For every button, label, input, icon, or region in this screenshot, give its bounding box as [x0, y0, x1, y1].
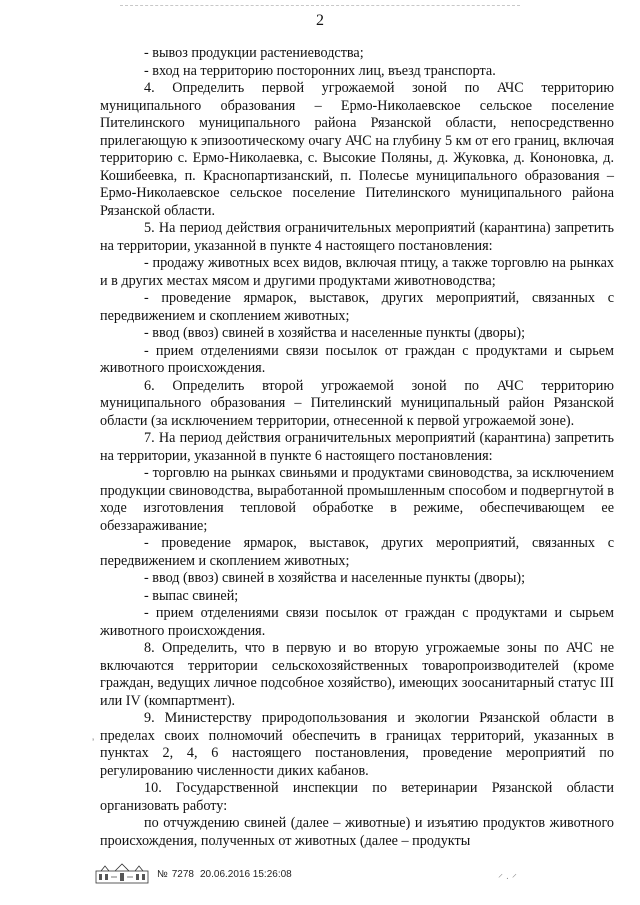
paragraph: 7. На период действия ограничительных мероприятий (карантина) запретить на территории, указанной в пункте 6 настоящего постановления:	[100, 430, 614, 464]
document-footer	[95, 862, 292, 886]
paragraph: - выпас свиней;	[144, 587, 239, 604]
paragraph: - прием отделениями связи посылок от граждан с продуктами и сырьем животного происхождения.	[100, 605, 614, 639]
paragraph: - проведение ярмарок, выставок, других мероприятий, связанных с передвижением и скоплением животных;	[100, 290, 614, 324]
paragraph: 8. Определить, что в первую и во вторую угрожаемые зоны по АЧС не включаются территории сельскохозяйственных товаропроизводителей (кроме граждан, ведущих личное подсобное хозяйство), имеющих зоосанитарный статус III или IV (компартмент).	[100, 640, 614, 709]
paragraph: - проведение ярмарок, выставок, других мероприятий, связанных с передвижением и скоплением животных;	[100, 535, 614, 569]
paragraph: 4. Определить первой угрожаемой зоной по АЧС территорию муниципального образования – Ермо-Николаевское сельское поселение Пителинского муниципального района Рязанской области, непосредственно прилегающую к эпизоотическому очагу АЧС на глубину 5 км от его границ, включая территорию с. Ермо-Николаевка, с. Высокие Поляны, д. Жуковка, д. Кононовка, д. Кошибеевка, п. Краснопартизанский, п. Полесье муниципального образования – Ермо-Николаевское сельское поселение Пителинского муниципального района Рязанской области.	[100, 80, 614, 219]
paragraph: - ввод (ввоз) свиней в хозяйства и населенные пункты (дворы);	[144, 325, 526, 341]
document-number: 7278	[171, 868, 194, 880]
paragraph: 6. Определить второй угрожаемой зоной по АЧС территорию муниципального образования – Пителинский муниципальный район Рязанской области (за исключением территории, отнесенной к первой угрожаемой зоне).	[100, 377, 614, 429]
scan-mark: ⸍ · ⸍	[498, 873, 517, 884]
registry-stamp-icon	[95, 863, 149, 885]
paragraph: 10. Государственной инспекции по ветеринарии Рязанской области организовать работу:	[100, 780, 614, 814]
paragraph: - ввод (ввоз) свиней в хозяйства и населенные пункты (дворы);	[144, 570, 526, 586]
top-scan-edge	[120, 5, 520, 6]
document-datetime: 20.06.2016 15:26:08	[199, 868, 292, 880]
paragraph: 5. На период действия ограничительных мероприятий (карантина) запретить на территории, указанной в пункте 4 настоящего постановления:	[100, 220, 614, 254]
paragraph: - торговлю на рынках свиньями и продуктами свиноводства, за исключением продукции свиноводства, выработанной промышленным способом и подвергнутой в ходе изготовления тепловой обработке в режиме, обеспечивающем ее обеззараживание;	[100, 465, 614, 534]
page-number: 2	[316, 12, 324, 29]
paragraph: по отчуждению свиней (далее – животные) и изъятию продуктов животного происхождения, полученных от животных (далее – продукты	[100, 815, 614, 849]
document-number-sign: №	[157, 868, 168, 880]
paragraph: - продажу животных всех видов, включая птицу, а также торговлю на рынках и в других местах мясом и другими продуктами животноводства;	[100, 255, 614, 289]
paragraph: - вывоз продукции растениеводства;	[144, 45, 364, 61]
paragraph: - вход на территорию посторонних лиц, въезд транспорта.	[144, 62, 496, 79]
document-body	[100, 45, 614, 850]
paragraph: - прием отделениями связи посылок от граждан с продуктами и сырьем животного происхождения.	[100, 342, 614, 376]
paragraph: 9. Министерству природопользования и экологии Рязанской области в пределах своих полномочий обеспечить в границах территорий, указанных в пунктах 2, 4, 6 настоящего постановления, проведение мероприятий по регулированию численности диких кабанов.	[100, 710, 614, 779]
margin-mark: ʼ	[92, 738, 95, 749]
